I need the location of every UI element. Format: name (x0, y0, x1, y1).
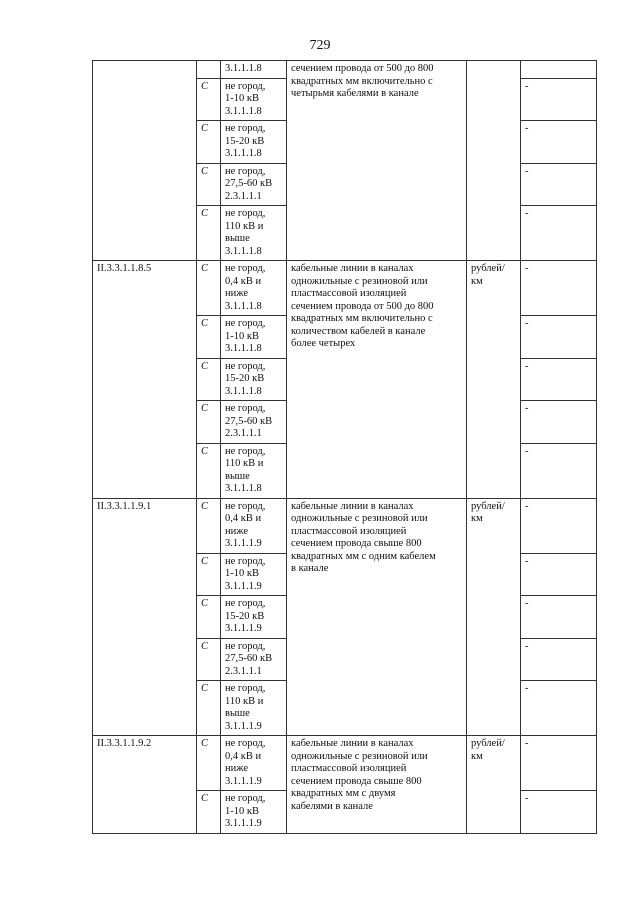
letter-cell: C (197, 78, 221, 121)
letter-cell: C (197, 206, 221, 261)
letter-cell: C (197, 121, 221, 164)
letter-cell: C (197, 596, 221, 639)
letter-cell: C (197, 638, 221, 681)
letter-cell: C (197, 791, 221, 834)
code-cell: II.3.3.1.1.8.5 (93, 261, 197, 499)
description-cell: кабельные линии в каналах одножильные с резиновой или пластмассовой изоляцией сечением провода свыше 800 квадратных мм с одним кабелем в канале (287, 498, 467, 736)
variant-cell: не город, 0,4 кВ и ниже 3.1.1.1.8 (221, 261, 287, 316)
value-cell: - (521, 553, 597, 596)
variant-cell: не город, 1-10 кВ 3.1.1.1.8 (221, 316, 287, 359)
value-cell: - (521, 206, 597, 261)
variant-cell: 3.1.1.1.8 (221, 61, 287, 79)
letter-cell (197, 61, 221, 79)
page-number: 729 (309, 38, 331, 53)
letter-cell: C (197, 163, 221, 206)
value-cell: - (521, 681, 597, 736)
tariff-table (92, 60, 597, 834)
letter-cell: C (197, 443, 221, 498)
code-cell: II.3.3.1.1.9.2 (93, 736, 197, 834)
value-cell: - (521, 163, 597, 206)
value-cell: - (521, 498, 597, 553)
table-row (93, 736, 597, 791)
letter-cell: C (197, 316, 221, 359)
variant-cell: не город, 0,4 кВ и ниже 3.1.1.1.9 (221, 736, 287, 791)
unit-cell (467, 61, 521, 261)
variant-cell: не город, 27,5-60 кВ 2.3.1.1.1 (221, 638, 287, 681)
value-cell: - (521, 316, 597, 359)
table-row (93, 61, 597, 79)
letter-cell: C (197, 498, 221, 553)
description-cell: сечением провода от 500 до 800 квадратных мм включительно с четырьмя кабелями в канале (287, 61, 467, 261)
table-row (93, 498, 597, 553)
variant-cell: не город, 110 кВ и выше 3.1.1.1.8 (221, 206, 287, 261)
letter-cell: C (197, 401, 221, 444)
value-cell: - (521, 791, 597, 834)
table-row (93, 261, 597, 316)
letter-cell: C (197, 736, 221, 791)
variant-cell: не город, 110 кВ и выше 3.1.1.1.9 (221, 681, 287, 736)
variant-cell: не город, 27,5-60 кВ 2.3.1.1.1 (221, 163, 287, 206)
letter-cell: C (197, 358, 221, 401)
variant-cell: не город, 1-10 кВ 3.1.1.1.9 (221, 553, 287, 596)
value-cell: - (521, 358, 597, 401)
value-cell (521, 61, 597, 79)
description-cell: кабельные линии в каналах одножильные с резиновой или пластмассовой изоляцией сечением провода от 500 до 800 квадратных мм включительно с количеством кабелей в канале более четырех (287, 261, 467, 499)
variant-cell: не город, 15-20 кВ 3.1.1.1.8 (221, 358, 287, 401)
variant-cell: не город, 1-10 кВ 3.1.1.1.9 (221, 791, 287, 834)
variant-cell: не город, 15-20 кВ 3.1.1.1.9 (221, 596, 287, 639)
variant-cell: не город, 110 кВ и выше 3.1.1.1.8 (221, 443, 287, 498)
variant-cell: не город, 27,5-60 кВ 2.3.1.1.1 (221, 401, 287, 444)
value-cell: - (521, 401, 597, 444)
letter-cell: C (197, 553, 221, 596)
variant-cell: не город, 15-20 кВ 3.1.1.1.8 (221, 121, 287, 164)
variant-cell: не город, 0,4 кВ и ниже 3.1.1.1.9 (221, 498, 287, 553)
value-cell: - (521, 121, 597, 164)
variant-cell: не город, 1-10 кВ 3.1.1.1.8 (221, 78, 287, 121)
value-cell: - (521, 261, 597, 316)
value-cell: - (521, 638, 597, 681)
value-cell: - (521, 78, 597, 121)
unit-cell: рублей/ км (467, 261, 521, 499)
description-cell: кабельные линии в каналах одножильные с резиновой или пластмассовой изоляцией сечением провода свыше 800 квадратных мм с двумя кабелями в канале (287, 736, 467, 834)
unit-cell: рублей/ км (467, 498, 521, 736)
unit-cell: рублей/ км (467, 736, 521, 834)
letter-cell: C (197, 681, 221, 736)
code-cell (93, 61, 197, 261)
value-cell: - (521, 443, 597, 498)
value-cell: - (521, 596, 597, 639)
code-cell: II.3.3.1.1.9.1 (93, 498, 197, 736)
letter-cell: C (197, 261, 221, 316)
value-cell: - (521, 736, 597, 791)
